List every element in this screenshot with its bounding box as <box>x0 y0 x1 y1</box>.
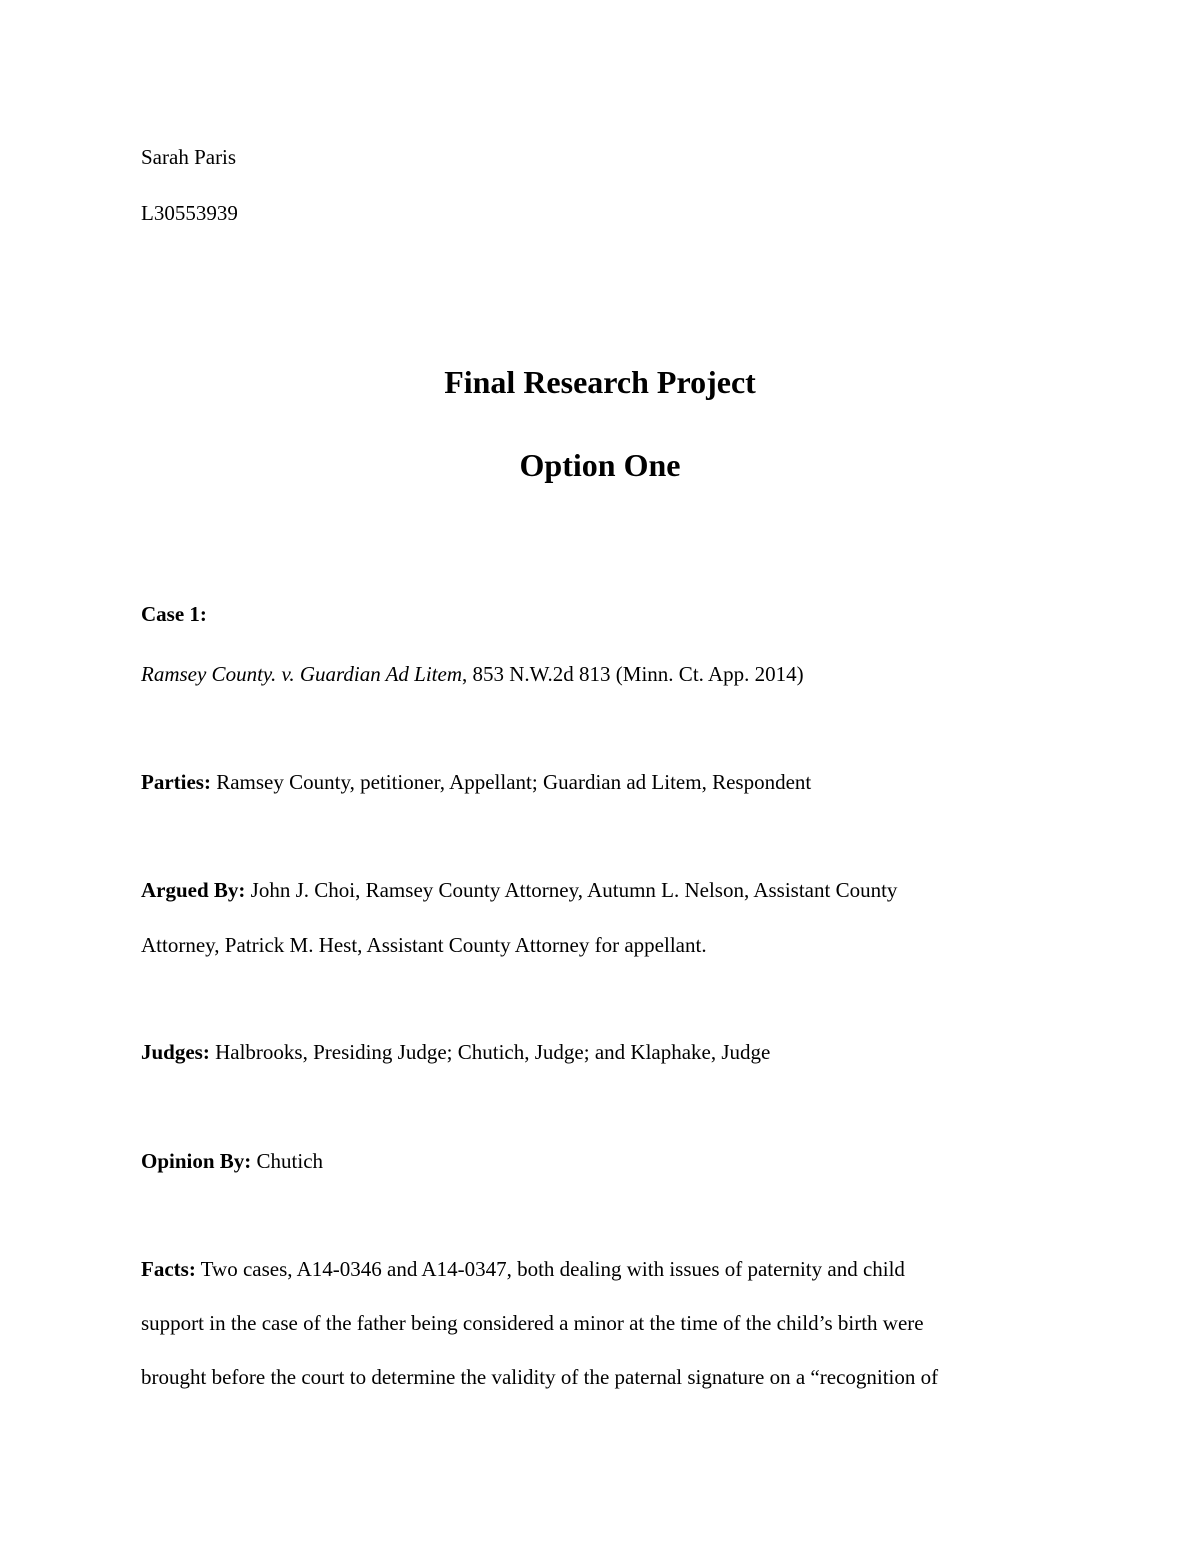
argued-by-text-line1: John J. Choi, Ramsey County Attorney, Autumn L. Nelson, Assistant County <box>245 878 898 902</box>
judges-paragraph <box>141 1038 770 1066</box>
parties-text: Ramsey County, petitioner, Appellant; Guardian ad Litem, Respondent <box>210 770 812 794</box>
judges-text: Halbrooks, Presiding Judge; Chutich, Judge; and Klaphake, Judge <box>209 1040 771 1064</box>
argued-by-label: Argued By: <box>141 878 246 902</box>
author-name: Sarah Paris <box>141 145 237 169</box>
opinion-by-text: Chutich <box>251 1149 324 1173</box>
case-citation <box>141 660 804 688</box>
opinion-by-paragraph <box>141 1147 323 1175</box>
facts-paragraph <box>141 1255 905 1283</box>
student-id: L30553939 <box>141 201 238 225</box>
case-citation-reporter: , 853 N.W.2d 813 (Minn. Ct. App. 2014) <box>462 662 804 686</box>
case-citation-name: Ramsey County. v. Guardian Ad Litem <box>141 662 462 686</box>
case-heading: Case 1: <box>141 602 207 626</box>
facts-text-line1: Two cases, A14-0346 and A14-0347, both dealing with issues of paternity and child <box>195 1257 905 1281</box>
document-title: Final Research Project <box>444 364 756 400</box>
facts-text-line3: brought before the court to determine the validity of the paternal signature on a “recognition of <box>141 1365 939 1389</box>
judges-label: Judges: <box>141 1040 210 1064</box>
parties-paragraph <box>141 768 811 796</box>
facts-text-line2: support in the case of the father being considered a minor at the time of the child’s birth were <box>141 1311 924 1335</box>
facts-label: Facts: <box>141 1257 196 1281</box>
document-subtitle: Option One <box>519 447 681 483</box>
argued-by-paragraph <box>141 876 897 904</box>
parties-label: Parties: <box>141 770 211 794</box>
argued-by-text-line2: Attorney, Patrick M. Hest, Assistant County Attorney for appellant. <box>141 933 707 957</box>
opinion-by-label: Opinion By: <box>141 1149 252 1173</box>
